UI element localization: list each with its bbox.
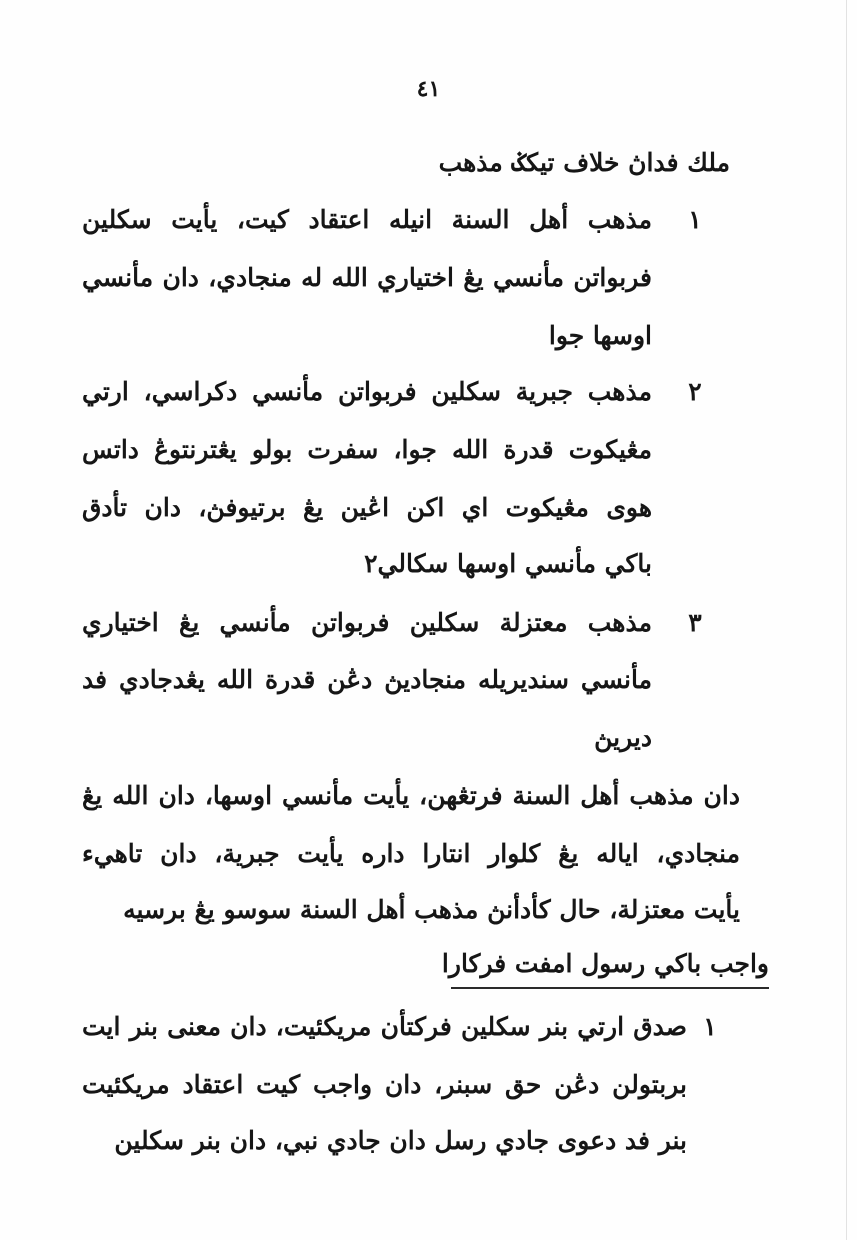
list-item-line: فربواتن مأنسي يڠ اختياري الله له منجادي، دان مأنسي [82, 263, 652, 292]
paragraph-line: منجادي، اياله يڠ كلوار انتارا داره يأيت جبرية، دان تاهيء [82, 839, 740, 868]
list-number: ١ [703, 1012, 717, 1041]
list-item-line: بنر فد دعوى جادي رسل دان جادي نبي، دان بنر سكلين [114, 1126, 687, 1155]
heading-underline [451, 987, 769, 989]
page-number: ٤١ [416, 76, 441, 102]
list-number: ١ [688, 205, 702, 234]
list-item-line: هوى مڠيكوت اي اكن اڠين يڠ برتيوفڽ، دان تأدق [82, 493, 652, 522]
list-item-line: مذهب أهل السنة انيله اعتقاد كيت، يأيت سكلين [82, 205, 652, 234]
list-item-line: صدق ارتي بنر سكلين فركتأن مريكئيت، دان معنى بنر ايت [82, 1012, 687, 1041]
list-item-line: مڠيكوت قدرة الله جوا، سفرت بولو يڠترنتوڠ داتس [82, 435, 652, 464]
intro-line: ملك فداڽ خلاف تيكݢ مذهب [438, 148, 730, 177]
paragraph-line: دان مذهب أهل السنة فرتڠهن، يأيت مأنسي اوسها، دان الله يڠ [82, 781, 740, 810]
list-item-line: بربتولن دڠن حق سبنر، دان واجب كيت اعتقاد مريكئيت [82, 1070, 687, 1099]
list-item-line: مذهب جبرية سكلين فربواتن مأنسي دكراسي، ارتي [82, 377, 652, 406]
list-number: ٢ [688, 377, 702, 406]
page-edge [846, 0, 847, 1240]
list-item-line: مذهب معتزلة سكلين فربواتن مأنسي يڠ اختياري [82, 608, 652, 637]
paragraph-line: يأيت معتزلة، حال كأدأنڽ مذهب أهل السنة سوسو يڠ برسيه [123, 895, 740, 924]
list-item-line: مأنسي سنديريله منجاديڽ دڠن قدرة الله يڠدجادي فد [82, 665, 652, 694]
list-number: ٣ [688, 608, 702, 637]
list-item-line: اوسها جوا [548, 321, 652, 350]
list-item-line: باكي مأنسي اوسها سكالي٢ [364, 549, 652, 578]
list-item-line: ديريڽ [594, 723, 652, 752]
section-heading: واجب باكي رسول امفت فركارا [441, 949, 769, 978]
